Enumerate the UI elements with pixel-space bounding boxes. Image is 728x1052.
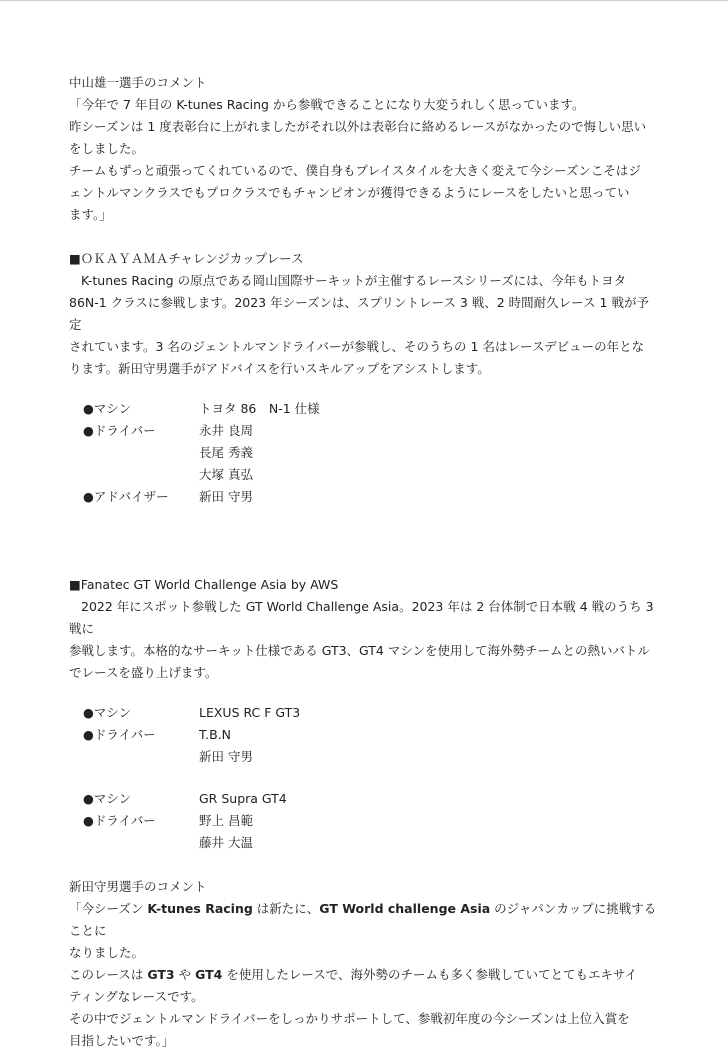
okayama-spec-list — [83, 398, 661, 508]
spec-row-machine — [83, 702, 661, 724]
body-line: されています。3 名のジェントルマンドライバーが参戦し、そのうちの 1 名はレースデビューの年とな — [69, 339, 645, 354]
comment-line: ティングなレースです。 — [69, 989, 204, 1004]
spec-row-driver — [83, 832, 661, 854]
spec-row-driver — [83, 810, 661, 832]
comment-line: をしました。 — [69, 141, 145, 156]
spec-row-driver — [83, 442, 661, 464]
spec-row-machine — [83, 788, 661, 810]
spec-label: ●マシン — [83, 791, 132, 806]
spec-value: GR Supra GT4 — [199, 791, 287, 806]
fanatec-heading: ■Fanatec GT World Challenge Asia by AWS — [69, 577, 339, 592]
spec-row-advisor — [83, 486, 661, 508]
series-name: GT World challenge Asia — [319, 901, 491, 916]
spec-row-machine — [83, 398, 661, 420]
class-gt4: GT4 — [195, 967, 223, 982]
team-name: K-tunes Racing — [147, 901, 253, 916]
spec-row-driver — [83, 746, 661, 768]
spec-value: 野上 昌範 — [199, 813, 253, 828]
nitta-comment-heading: 新田守男選手のコメント — [69, 879, 207, 894]
document-page — [69, 72, 661, 1052]
fanatec-car1-spec — [83, 702, 661, 768]
spec-label: ●ドライバー — [83, 813, 156, 828]
nakayama-comment-heading: 中山雄一選手のコメント — [69, 75, 207, 90]
body-line: でレースを盛り上げます。 — [69, 665, 218, 680]
spec-value: 大塚 真弘 — [199, 467, 253, 482]
spec-label: ●マシン — [83, 401, 132, 416]
comment-line: 「今年で 7 年目の K-tunes Racing から参戦できることになり大変うれしく思っています。 — [69, 97, 585, 112]
spec-value: T.B.N — [199, 727, 232, 742]
body-line: 参戦します。本格的なサーキット仕様である GT3、GT4 マシンを使用して海外勢チームとの熱いバトル — [69, 643, 650, 658]
spec-value: トヨタ 86 N-1 仕様 — [199, 401, 320, 416]
body-line: ります。新田守男選手がアドバイスを行いスキルアップをアシストします。 — [69, 361, 490, 376]
page-top-border — [0, 0, 728, 1]
spec-value: LEXUS RC F GT3 — [199, 705, 301, 720]
body-line: 2022 年にスポット参戦した GT World Challenge Asia。2023 年は 2 台体制で日本戦 4 戦のうち 3 戦に — [69, 599, 654, 636]
spec-row-driver — [83, 464, 661, 486]
okayama-heading: ■ＯＫＡＹＡＭＡチャレンジカップレース — [69, 251, 304, 266]
comment-line: ます。」 — [69, 207, 112, 222]
spec-value: 藤井 大温 — [199, 835, 253, 850]
spec-label: ●マシン — [83, 705, 132, 720]
body-line: K-tunes Racing の原点である岡山国際サーキットが主催するレースシリーズには、今年もトヨタ — [81, 273, 627, 288]
fanatec-section — [69, 574, 661, 854]
spec-label: ●ドライバー — [83, 727, 156, 742]
spec-label: ●アドバイザー — [83, 489, 169, 504]
fanatec-car2-spec — [83, 788, 661, 854]
comment-line: 「今シーズン K-tunes Racing は新たに、GT World challenge Asia のジャパンカップに挑戦することに — [69, 901, 657, 938]
spec-row-driver — [83, 420, 661, 442]
nitta-comment — [69, 876, 661, 1052]
spec-value: 新田 守男 — [199, 489, 253, 504]
comment-line: その中でジェントルマンドライバーをしっかりサポートして、参戦初年度の今シーズンは上位入賞を — [69, 1011, 630, 1026]
comment-line: チームもずっと頑張ってくれているので、僕自身もプレイスタイルを大きく変えて今シーズンこそはジ — [69, 163, 641, 178]
spec-row-driver — [83, 724, 661, 746]
comment-line: 目指したいです。」 — [69, 1033, 175, 1048]
body-line: 86N-1 クラスに参戦します。2023 年シーズンは、スプリントレース 3 戦、2 時間耐久レース 1 戦が予定 — [69, 295, 649, 332]
spec-value: 永井 良周 — [199, 423, 253, 438]
spec-label: ●ドライバー — [83, 423, 156, 438]
class-gt3: GT3 — [147, 967, 175, 982]
comment-line: このレースは GT3 や GT4 を使用したレースで、海外勢のチームも多く参戦していてとてもエキサイ — [69, 967, 638, 982]
comment-line: 昨シーズンは 1 度表彰台に上がれましたがそれ以外は表彰台に絡めるレースがなかったので悔しい思い — [69, 119, 647, 134]
comment-line: ェントルマンクラスでもプロクラスでもチャンピオンが獲得できるようにレースをしたいと思ってい — [69, 185, 630, 200]
spec-value: 新田 守男 — [199, 749, 253, 764]
okayama-section — [69, 248, 661, 508]
spec-value: 長尾 秀義 — [199, 445, 253, 460]
comment-line: なりました。 — [69, 945, 145, 960]
nakayama-comment — [69, 72, 661, 226]
